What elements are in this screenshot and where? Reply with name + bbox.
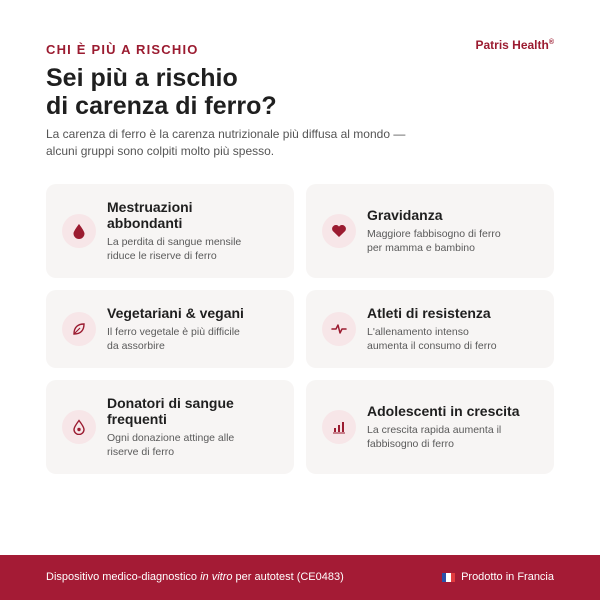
card-description-line1: La crescita rapida aumenta il: [367, 424, 502, 436]
card-description-line1: Maggiore fabbisogno di ferro: [367, 228, 501, 240]
risk-card-vegetarians: [46, 290, 294, 368]
card-description-line2: fabbisogno di ferro: [367, 438, 454, 450]
page-title-line2: di carenza di ferro?: [46, 92, 277, 120]
card-description-line2: da assorbire: [107, 340, 165, 352]
card-description-line2: riserve di ferro: [107, 446, 175, 458]
footer-disclaimer-suffix: per autotest (CE0483): [232, 571, 344, 583]
growth-bars-icon: [322, 410, 356, 444]
page-subtitle-line1: La carenza di ferro è la carenza nutrizionale più diffusa al mondo —: [46, 127, 406, 141]
card-description-line2: aumenta il consumo di ferro: [367, 340, 497, 352]
card-title: Adolescenti in crescita: [367, 403, 520, 419]
card-description-line1: Il ferro vegetale è più difficile: [107, 326, 240, 338]
card-title-line1: Donatori di sangue: [107, 395, 234, 411]
leaf-icon: [62, 312, 96, 346]
card-title: Gravidanza: [367, 207, 443, 223]
footer-bar: [0, 555, 600, 600]
pulse-icon: [322, 312, 356, 346]
card-title: [107, 199, 282, 231]
card-title-line2: frequenti: [107, 411, 167, 427]
blood-drop-icon: [62, 214, 96, 248]
card-description-line1: Ogni donazione attinge alle: [107, 432, 235, 444]
france-flag-icon: [442, 573, 455, 582]
card-title-line1: Mestruazioni: [107, 199, 193, 215]
risk-card-heavy-menstruation: [46, 184, 294, 278]
risk-card-endurance-athletes: [306, 290, 554, 368]
card-title: [107, 395, 282, 427]
card-description-line2: riduce le riserve di ferro: [107, 250, 217, 262]
card-description: [367, 423, 542, 451]
footer-origin: [442, 571, 554, 583]
card-description: [107, 325, 282, 353]
card-title: Atleti di resistenza: [367, 305, 491, 321]
page-subtitle-line2: alcuni gruppi sono colpiti molto più spesso.: [46, 144, 275, 158]
card-description: [367, 325, 542, 353]
risk-card-blood-donors: [46, 380, 294, 474]
card-description-line1: L'allenamento intenso: [367, 326, 469, 338]
eyebrow-label: CHI È PIÙ A RISCHIO: [46, 42, 199, 57]
footer-disclaimer-italic: in vitro: [200, 571, 233, 583]
card-title-line2: abbondanti: [107, 215, 183, 231]
card-description: [107, 235, 282, 263]
footer-disclaimer: [46, 571, 344, 583]
donation-drop-icon: [62, 410, 96, 444]
card-description-line2: per mamma e bambino: [367, 242, 475, 254]
card-description: [107, 431, 282, 459]
brand-logo: [475, 38, 554, 52]
heart-icon: [322, 214, 356, 248]
card-title: Vegetariani & vegani: [107, 305, 244, 321]
risk-card-teenagers: [306, 380, 554, 474]
footer-origin-text: Prodotto in Francia: [461, 571, 554, 583]
page-title-line1: Sei più a rischio: [46, 64, 238, 92]
brand-name: Patris Health: [475, 38, 549, 52]
brand-registered-mark: ®: [548, 39, 554, 46]
card-description: [367, 227, 542, 255]
page-subtitle: [46, 126, 516, 160]
page-title: [46, 64, 466, 120]
risk-card-pregnancy: [306, 184, 554, 278]
footer-disclaimer-text: Dispositivo medico-diagnostico: [46, 571, 201, 583]
card-description-line1: La perdita di sangue mensile: [107, 236, 242, 248]
